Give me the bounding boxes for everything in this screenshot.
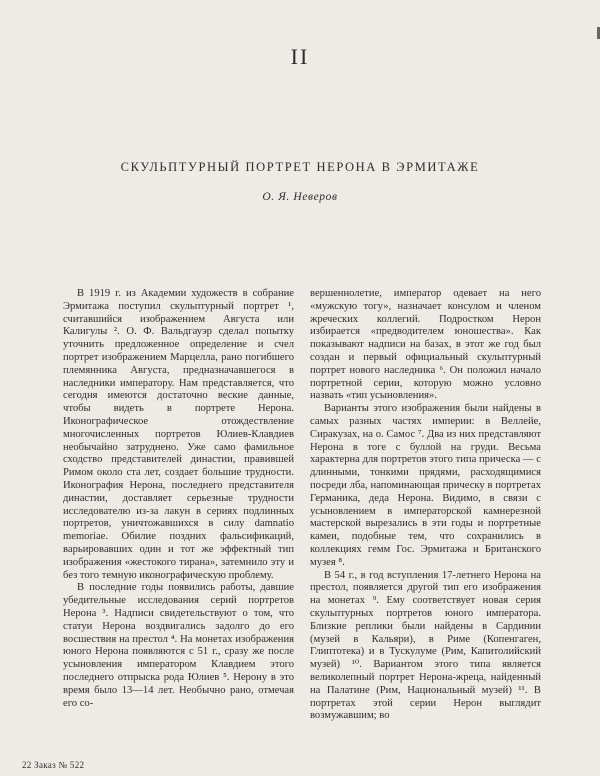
text-columns: [63, 288, 541, 723]
left-column: [63, 288, 294, 723]
author-name: О. Я. Неверов: [262, 191, 338, 203]
paragraph: В последние годы появились работы, давшие убедительные исследования серий портретов Нерона ³. Надписи свидетельствуют о том, что статуи Нерона воздвигались задолго до его восшествия на престол ⁴. На монетах изображения юного Нерона появляются с 51 г., сразу же после усыновления императором Клавдием этого последнего отпрыска рода Юлиев ⁵. Нерону в это время было 13—14 лет. Необычно рано, отмечая его со-: [63, 582, 294, 709]
right-column: [310, 288, 541, 723]
article-title: СКУЛЬПТУРНЫЙ ПОРТРЕТ НЕРОНА В ЭРМИТАЖЕ: [120, 160, 480, 174]
paragraph: В 54 г., в год вступления 17-летнего Нерона на престол, появляется другой тип его изображения на монетах ⁹. Ему соответствует новая серия скульптурных портретов юного императора. Близкие реплики были найдены в Сардинии (музей в Кальяри), в Риме (Копенгаген, Глиптотека) и в Тускулуме (Рим, Капитолийский музей) ¹⁰. Вариантом этого типа является великолепный портрет Нерона-жреца, найденный на Палатине (Рим, Национальный музей) ¹¹. В портретах этой серии Нерон выглядит возмужавшим; во: [310, 569, 541, 722]
print-signature: 22 Заказ № 522: [22, 760, 85, 770]
paragraph: вершеннолетие, император одевает на него «мужскую тогу», назначает консулом и членом жреческих коллегий. Подростком Нерон избирается «предводителем юношества». Как показывают надписи на базах, в этот же год был создан и первый официальный скульптурный портрет нового наследника ⁶. Он положил начало портретной серии, которую можно условно назвать «тип усыновления».: [310, 288, 541, 402]
paragraph: Варианты этого изображения были найдены в самых разных частях империи: в Веллейе, Сиракузах, на о. Самос ⁷. Два из них представляют Нерона в тоге с буллой на груди. Весьма характерна для портретов этого типа прическа — с длинными, тонкими прядями, расходящимися посреди лба, напоминающая прическу в портретах Германика, деда Нерона. Видимо, в связи с усыновлением в императорской камнерезной мастерской вырезались в эти годы и портретные камеи, подобные тем, что сохранились в коллекциях гемм Гос. Эрмитажа и Британского музея ⁸.: [310, 403, 541, 568]
chapter-number: II: [290, 44, 310, 69]
paragraph: В 1919 г. из Академии художеств в собрание Эрмитажа поступил скульптурный портрет ¹, считавшийся изображением Августа или Калигулы ². О. Ф. Вальдгауэр сделал попытку уточнить предложенное определение и счел портрет изображением Марцелла, рано погибшего племянника Августа, предназначавшегося в наследники императору. Нам представляется, что сегодня имеются достаточно веские данные, чтобы видеть в портрете Нерона. Иконографическое отождествление многочисленных портретов Юлиев-Клавдиев необычайно затруднено. Уже само фамильное сходство представителей династии, правившей Римом около ста лет, создает большие трудности. Иконография Нерона, последнего представителя династии, доставляет серьезные трудности исследователю из-за лакун в сериях подлинных портретов, уничтожавшихся в силу damnatio memoriae. Обилие поздних фальсификаций, варьировавших один и тот же эффектный тип изображения «жестокого тирана», затемнило эту и без того темную иконографическую проблему.: [63, 288, 294, 581]
